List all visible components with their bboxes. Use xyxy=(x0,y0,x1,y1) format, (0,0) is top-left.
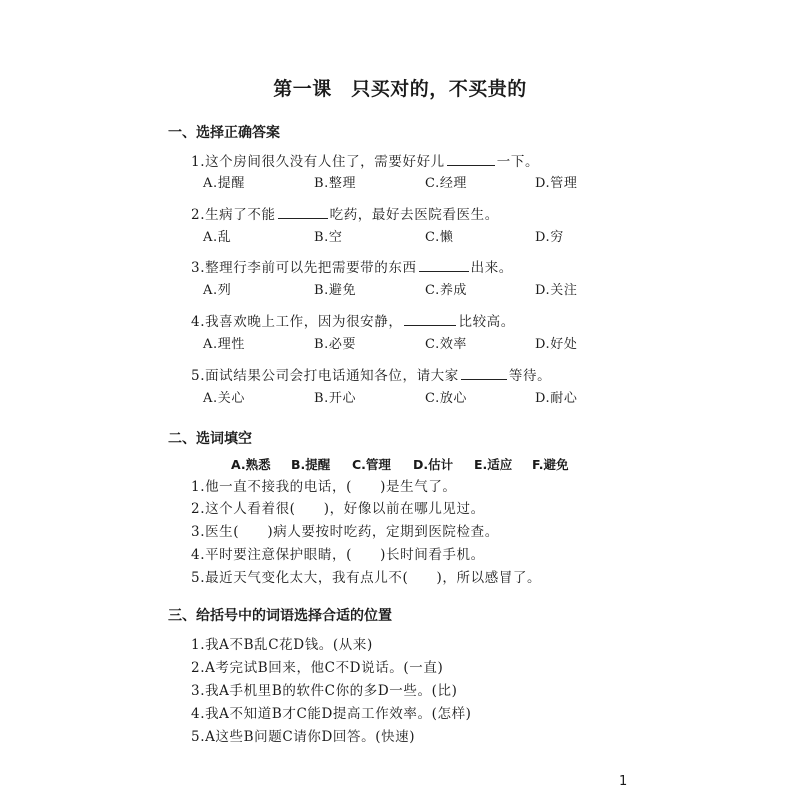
option-d: D.穷 xyxy=(535,230,564,245)
option-b: B.开心 xyxy=(314,391,357,406)
question-4 xyxy=(191,310,515,330)
answer-blank xyxy=(447,153,495,166)
option-a: A.理性 xyxy=(203,337,245,352)
question-5 xyxy=(191,364,551,384)
option-d: D.管理 xyxy=(535,176,578,191)
option-c: C.放心 xyxy=(425,391,468,406)
word-position-item: 2.A考完试B回来，他C不D说话。(一直) xyxy=(191,660,444,676)
fill-blank-item: 2.这个人看着很( )，好像以前在哪儿见过。 xyxy=(191,501,485,517)
word-position-item: 1.我A不B乱C花D钱。(从来) xyxy=(191,637,373,653)
option-b: B.必要 xyxy=(314,337,357,352)
word-position-item: 5.A这些B问题C请你D回答。(快速) xyxy=(191,729,416,745)
question-5-text: 5.面试结果公司会打电话通知各位，请大家 xyxy=(191,368,459,384)
section-1-heading: 一、选择正确答案 xyxy=(168,125,280,141)
word-bank-item: E.适应 xyxy=(474,457,513,472)
option-d: D.关注 xyxy=(535,283,578,298)
question-4-text-end: 比较高。 xyxy=(458,314,515,330)
question-3 xyxy=(191,256,513,276)
option-a: A.关心 xyxy=(203,391,245,406)
question-4-text: 4.我喜欢晚上工作，因为很安静， xyxy=(191,314,403,330)
question-2-text-end: 吃药，最好去医院看医生。 xyxy=(329,207,499,223)
option-c: C.效率 xyxy=(425,337,468,352)
question-5-text-end: 等待。 xyxy=(508,368,552,384)
question-3-text: 3.整理行李前可以先把需要带的东西 xyxy=(191,260,417,276)
word-bank-item: F.避免 xyxy=(532,457,569,472)
fill-blank-item: 4.平时要注意保护眼睛，( )长时间看手机。 xyxy=(191,547,485,563)
fill-blank-item: 3.医生( )病人要按时吃药，定期到医院检查。 xyxy=(191,524,499,540)
option-a: A.乱 xyxy=(203,230,232,245)
answer-blank xyxy=(419,259,469,272)
option-b: B.整理 xyxy=(314,176,357,191)
option-a: A.列 xyxy=(203,283,232,298)
question-1-text-end: 一下。 xyxy=(496,154,540,170)
question-3-text-end: 出来。 xyxy=(470,260,513,276)
fill-blank-item: 5.最近天气变化太大，我有点儿不( )，所以感冒了。 xyxy=(191,570,542,586)
question-2-text: 2.生病了不能 xyxy=(191,207,276,223)
option-b: B.空 xyxy=(314,230,343,245)
answer-blank xyxy=(404,313,456,326)
question-1 xyxy=(191,150,539,170)
page-number: 1 xyxy=(619,774,628,789)
section-2-heading: 二、选词填空 xyxy=(168,431,252,447)
option-c: C.经理 xyxy=(425,176,468,191)
word-position-item: 3.我A手机里B的软件C你的多D一些。(比) xyxy=(191,683,458,699)
word-bank-item: A.熟悉 xyxy=(231,457,271,472)
word-bank-item: D.估计 xyxy=(413,457,454,472)
option-c: C.养成 xyxy=(425,283,468,298)
option-b: B.避免 xyxy=(314,283,357,298)
answer-blank xyxy=(461,367,507,380)
fill-blank-item: 1.他一直不接我的电话，( )是生气了。 xyxy=(191,479,457,495)
word-bank-item: B.提醒 xyxy=(291,457,331,472)
page-title: 第一课 只买对的，不买贵的 xyxy=(273,78,527,100)
option-d: D.耐心 xyxy=(535,391,578,406)
section-3-heading: 三、给括号中的词语选择合适的位置 xyxy=(168,608,392,624)
question-1-text: 1.这个房间很久没有人住了，需要好好儿 xyxy=(191,154,445,170)
option-a: A.提醒 xyxy=(203,176,245,191)
word-bank-item: C.管理 xyxy=(352,457,391,472)
word-position-item: 4.我A不知道B才C能D提高工作效率。(怎样) xyxy=(191,706,472,722)
answer-blank xyxy=(278,206,328,219)
question-2 xyxy=(191,203,499,223)
option-d: D.好处 xyxy=(535,337,578,352)
option-c: C.懒 xyxy=(425,230,454,245)
